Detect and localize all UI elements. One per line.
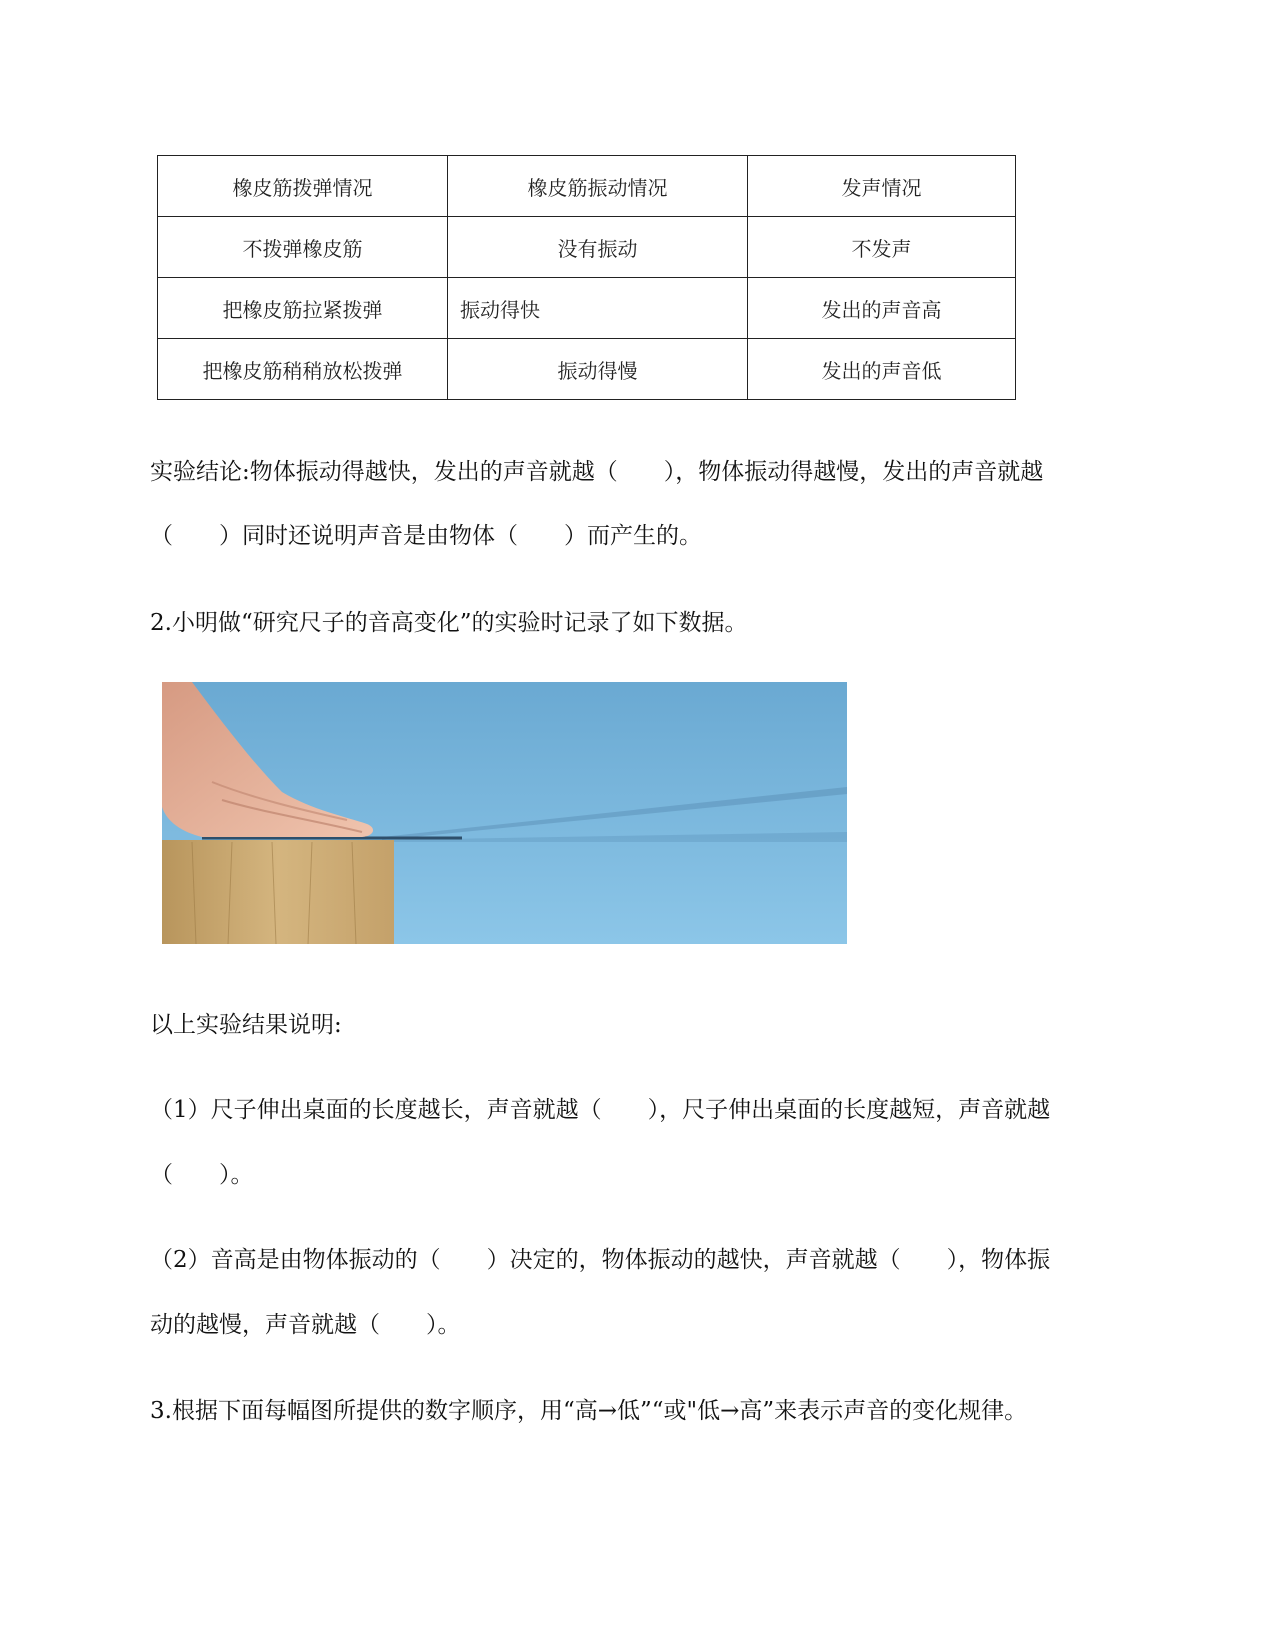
question-2-title: 2.小明做“研究尺子的音高变化”的实验时记录了如下数据。 xyxy=(150,610,748,636)
ruler-vibration-photo xyxy=(162,682,847,944)
table-cell: 不发声 xyxy=(748,217,1016,278)
table-cell: 发出的声音低 xyxy=(748,339,1016,400)
conclusion-line-2: （ ）同时还说明声音是由物体（ ）而产生的。 xyxy=(150,523,702,549)
item-2-line-2: 动的越慢，声音就越（ ）。 xyxy=(150,1312,461,1338)
table-cell: 发出的声音高 xyxy=(748,278,1016,339)
table-cell: 把橡皮筋稍稍放松拨弹 xyxy=(158,339,448,400)
table-cell: 没有振动 xyxy=(448,217,748,278)
table-row xyxy=(158,278,1016,339)
item-2-line-1: （2）音高是由物体振动的（ ）决定的，物体振动的越快，声音就越（ ），物体振 xyxy=(150,1247,1051,1273)
table-cell: 把橡皮筋拉紧拨弹 xyxy=(158,278,448,339)
table-row xyxy=(158,339,1016,400)
table-header-cell: 橡皮筋振动情况 xyxy=(448,156,748,217)
table-header-cell: 发声情况 xyxy=(748,156,1016,217)
table-row xyxy=(158,217,1016,278)
table-cell: 振动得慢 xyxy=(448,339,748,400)
table-cell: 不拨弹橡皮筋 xyxy=(158,217,448,278)
table-header-row xyxy=(158,156,1016,217)
table-header-cell: 橡皮筋拨弹情况 xyxy=(158,156,448,217)
item-1-line-2: （ ）。 xyxy=(150,1162,254,1188)
experiment-table xyxy=(157,155,1016,400)
table-cell: 振动得快 xyxy=(448,278,748,339)
conclusion-line-1: 实验结论:物体振动得越快，发出的声音就越（ ），物体振动得越慢，发出的声音就越 xyxy=(150,459,1044,485)
wooden-block xyxy=(162,840,394,944)
result-intro: 以上实验结果说明: xyxy=(150,1012,342,1038)
item-1-line-1: （1）尺子伸出桌面的长度越长，声音就越（ ），尺子伸出桌面的长度越短，声音就越 xyxy=(150,1097,1051,1123)
question-3-title: 3.根据下面每幅图所提供的数字顺序，用“高→低”“或"低→高”来表示声音的变化规律。 xyxy=(150,1398,1028,1424)
